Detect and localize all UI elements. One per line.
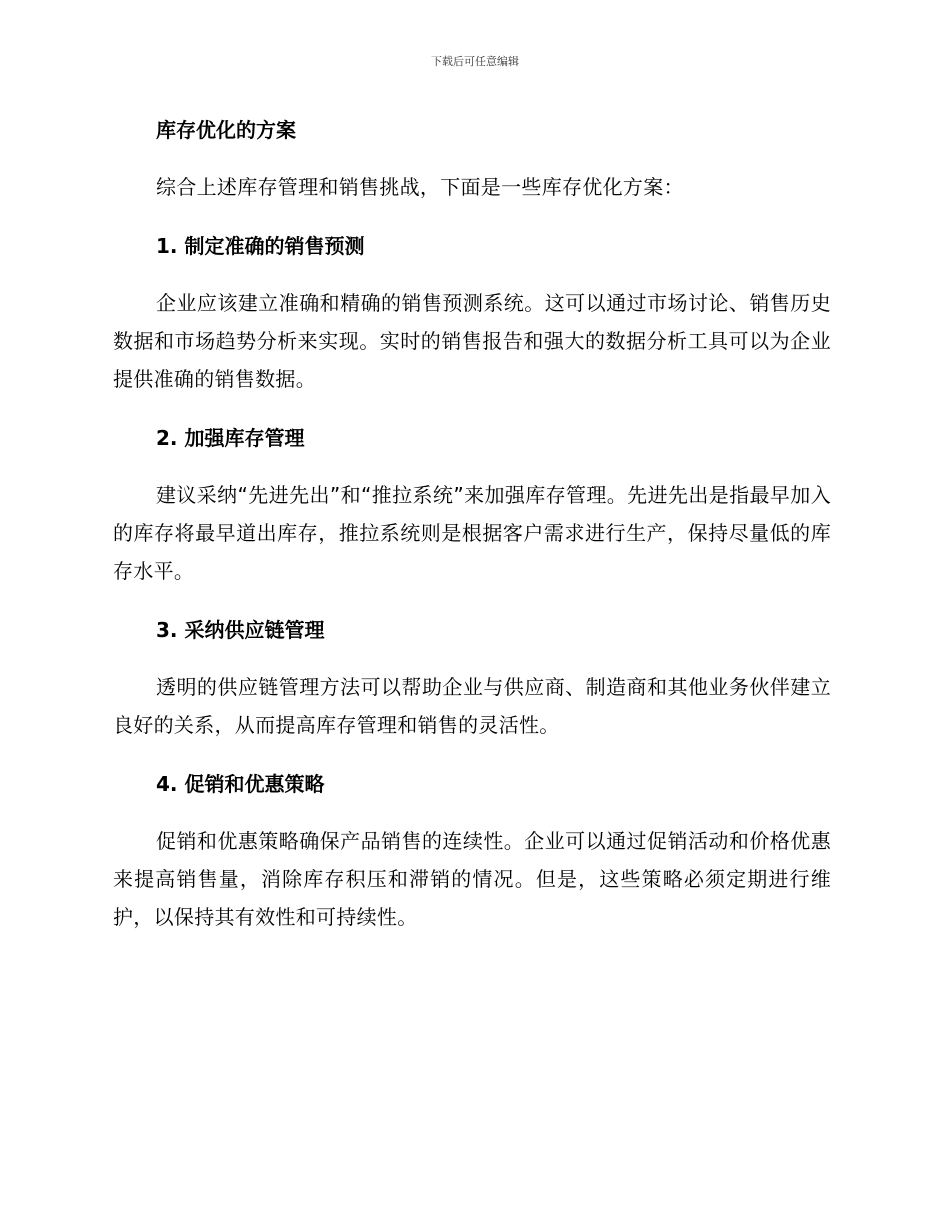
- section-body-3: 透明的供应链管理方法可以帮助企业与供应商、制造商和其他业务伙伴建立良好的关系，从而提高库存管理和销售的灵活性。: [113, 675, 831, 737]
- intro-paragraph: 综合上述库存管理和销售挑战，下面是一些库存优化方案：: [156, 175, 684, 199]
- section-body-4: 促销和优惠策略确保产品销售的连续性。企业可以通过促销活动和价格优惠来提高销售量，消除库存积压和滞销的情况。但是，这些策略必须定期进行维护，以保持其有效性和可持续性。: [113, 829, 831, 929]
- document-body: [113, 111, 831, 936]
- section-heading-1: 1. 制定准确的销售预测: [156, 234, 365, 258]
- section-heading-3: 3. 采纳供应链管理: [156, 618, 325, 642]
- section-heading-2: 2. 加强库存管理: [156, 426, 305, 450]
- page-header-note: 下载后可任意编辑: [431, 55, 519, 68]
- section-heading-4: 4. 促销和优惠策略: [156, 772, 325, 796]
- section-body-2: 建议采纳“先进先出”和“推拉系统”来加强库存管理。先进先出是指最早加入的库存将最早道出库存，推拉系统则是根据客户需求进行生产，保持尽量低的库存水平。: [113, 483, 831, 583]
- section-body-1: 企业应该建立准确和精确的销售预测系统。这可以通过市场讨论、销售历史数据和市场趋势分析来实现。实时的销售报告和强大的数据分析工具可以为企业提供准确的销售数据。: [113, 291, 831, 391]
- document-title: 库存优化的方案: [156, 118, 296, 142]
